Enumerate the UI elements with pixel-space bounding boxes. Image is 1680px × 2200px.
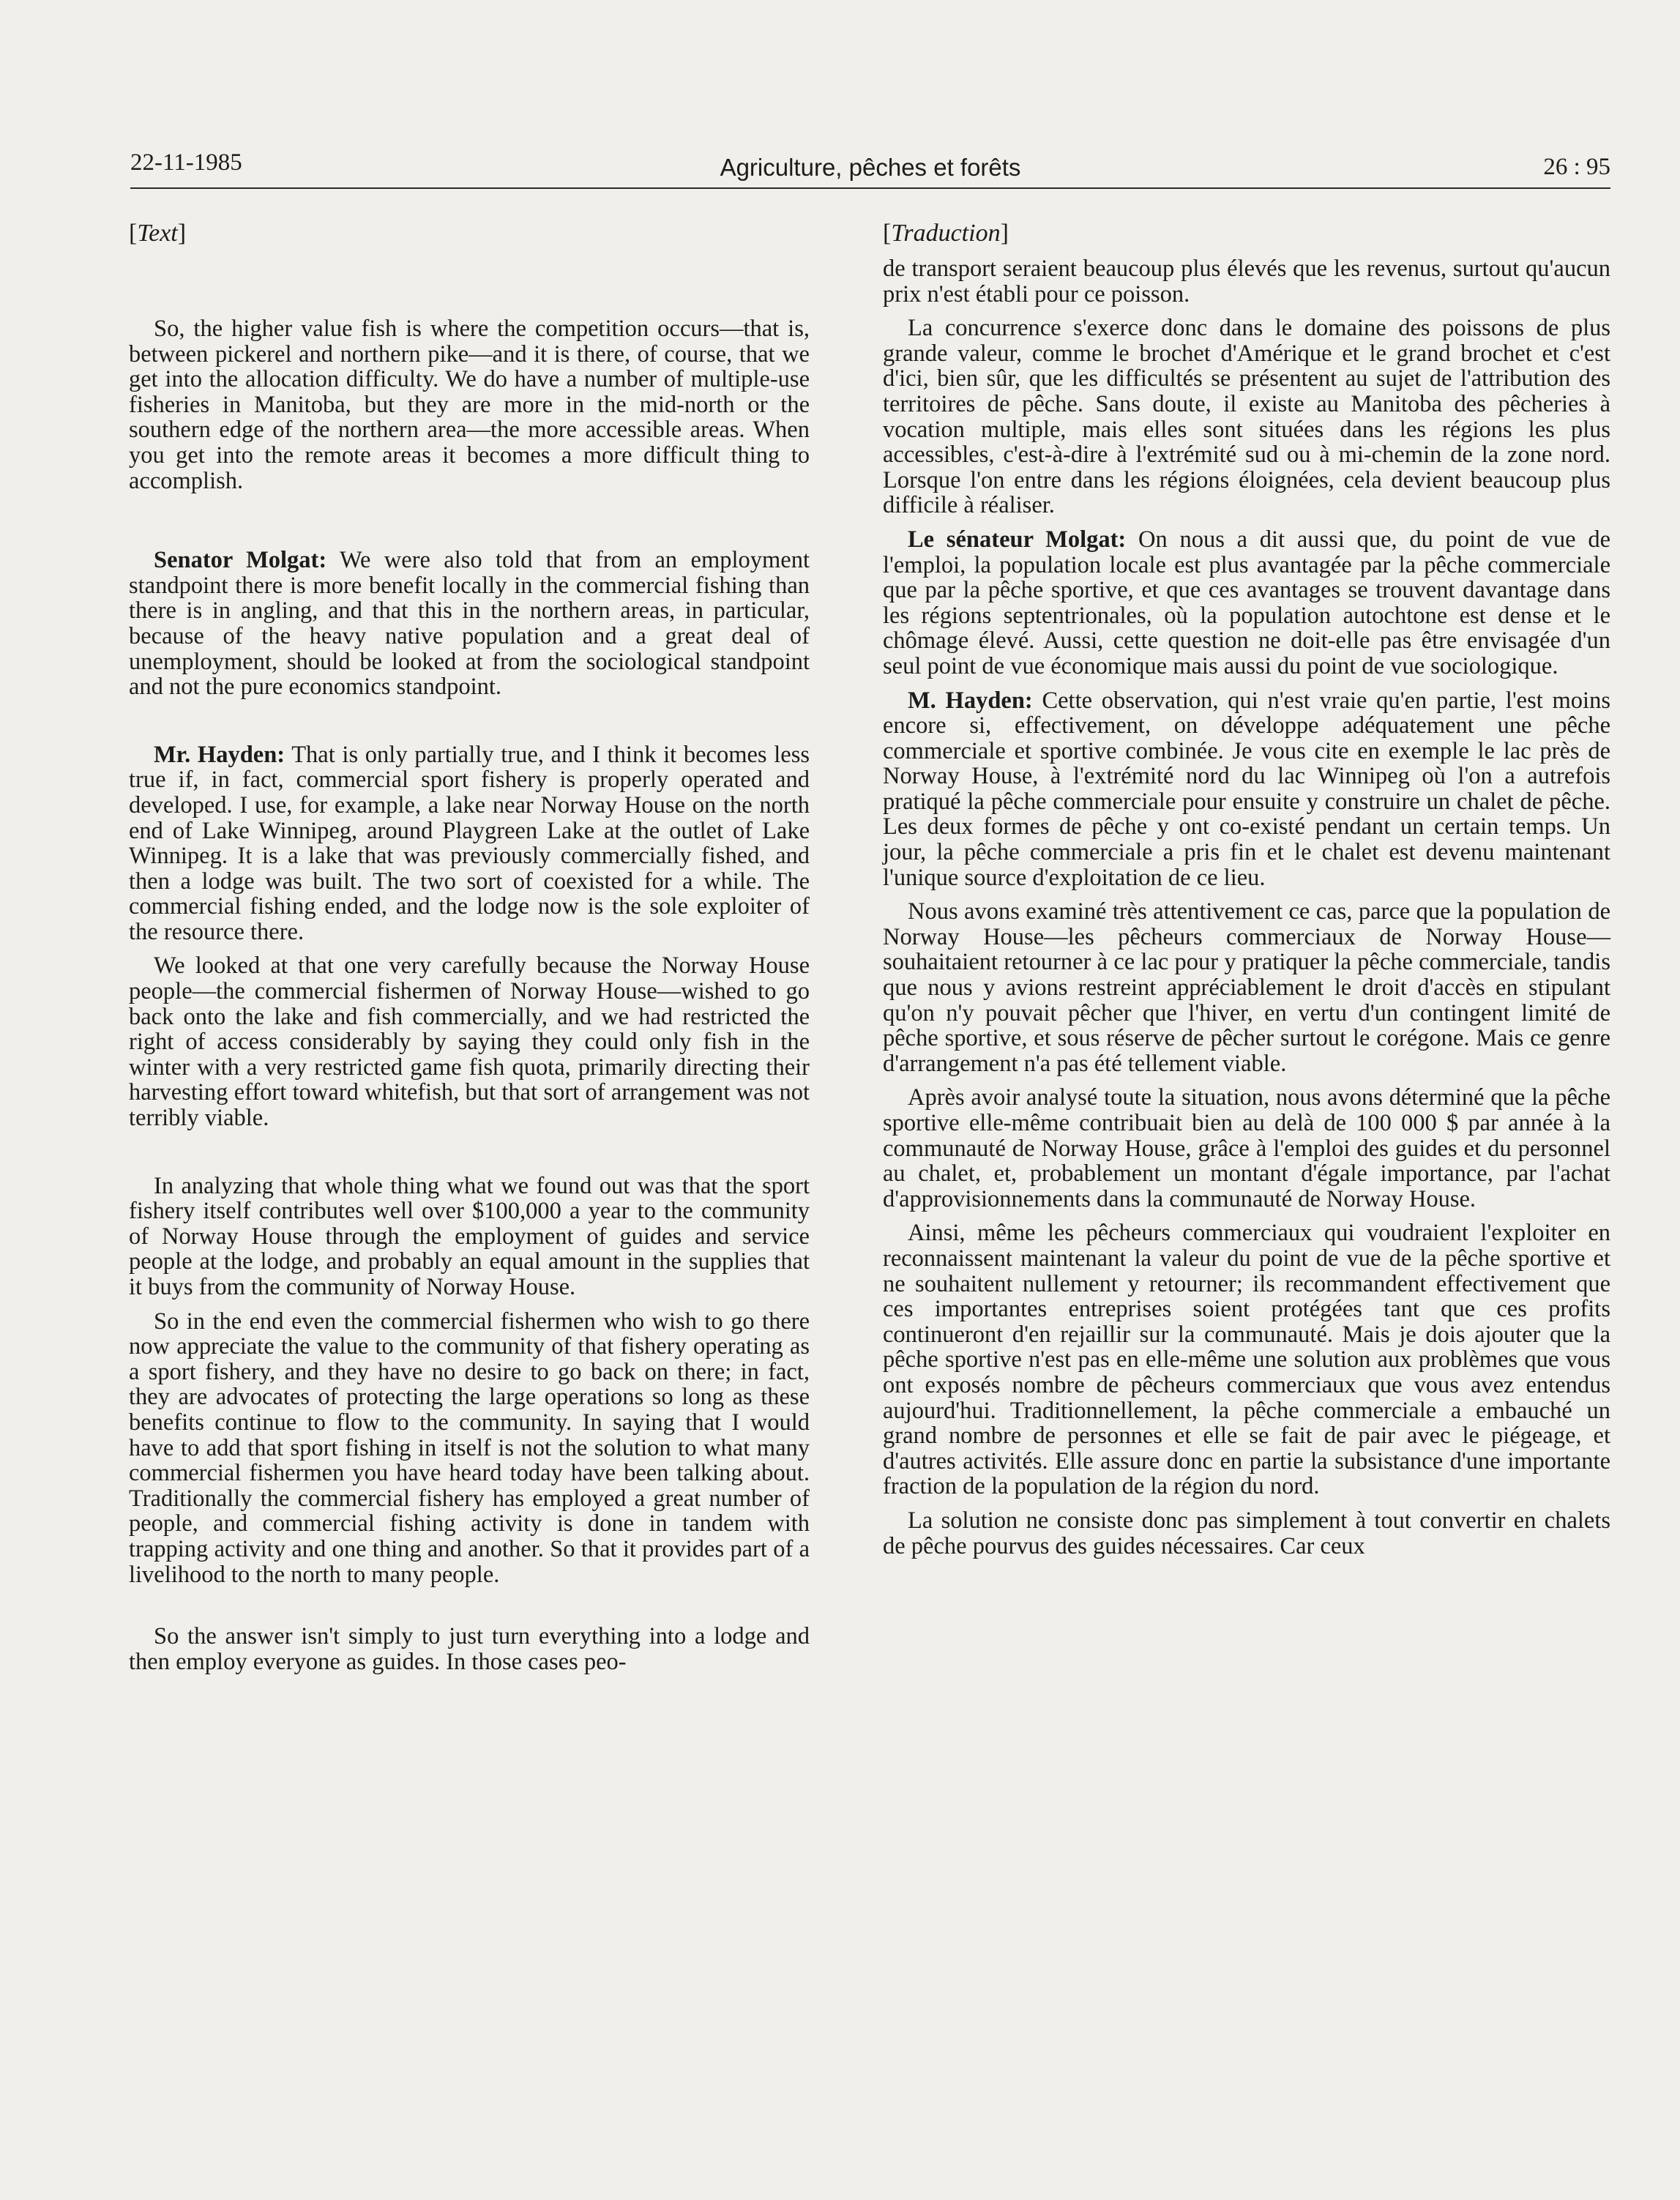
paragraph: So, the higher value fish is where the competition occurs—that is, between pickerel and northern pike—and it is there, of course, that we get into the allocation difficulty. We do have a number of multiple-use fisheries in Manitoba, but they are more in the mid-north or the southern edge of the northern area—the more accessible areas. When you get into the remote areas it becomes a more difficult thing to accomplish. [129,316,810,494]
english-column [129,220,810,1674]
column-label: [Text] [129,220,187,247]
paragraph: We looked at that one very carefully because the Norway House people—the commercial fishermen of Norway House—wished to go back onto the lake and fish commercially, and we had restricted the right of access considerably by saying they could only fish in the winter with a very restricted game fish quota, primarily directing their harvesting effort toward whitefish, but that sort of arrangement was not terribly viable. [129,952,810,1132]
column-label: [Traduction] [883,220,1009,247]
paragraph: Après avoir analysé toute la situation, nous avons déterminé que la pêche sportive elle-même contribuait bien au delà de 100 000 $ par année à la communauté de Norway House, grâce à l'emploi des guides et du personnel au chalet, et, probablement un montant d'égale importance, par l'achat d'approvisionnements dans la communauté de Norway House. [883,1084,1610,1212]
paragraph: M. Hayden: Cette observation, qui n'est vraie qu'en partie, l'est moins encore si, effectivement, on développe adéquatement une pêche commerciale et sportive combinée. Je vous cite en exemple le lac près de Norway House, à l'extrémité nord du lac Winnipeg où l'on a autrefois pratiqué la pêche commerciale pour ensuite y construire un chalet de pêche. Les deux formes de pêche y ont co-existé pendant un certain temps. Un jour, la pêche commerciale a pris fin et le chalet est devenu maintenant l'unique source d'exploitation de ce lieu. [883,687,1610,891]
paragraph: La concurrence s'exerce donc dans le domaine des poissons de plus grande valeur, comme le brochet d'Amérique et le grand brochet et c'est d'ici, bien sûr, que les difficultés se présentent au sujet de l'attribution des territoires de pêche. Sans doute, il existe au Manitoba des pêcheries à vocation multiple, mais elles sont situées dans les régions les plus accessibles, c'est-à-dire à l'extrémité sud ou à mi-chemin de la zone nord. Lorsque l'on entre dans les régions éloignées, cela devient beaucoup plus difficile à réaliser. [883,315,1610,519]
paragraph: de transport seraient beaucoup plus élevés que les revenus, surtout qu'aucun prix n'est établi pour ce poisson. [883,256,1610,307]
paragraph: Ainsi, même les pêcheurs commerciaux qui voudraient l'exploiter en reconnaissent maintenant la valeur du point de vue de la pêche sportive et ne souhaitent nullement y retourner; ils recommandent effectivement que ces importantes entreprises soient protégées tant que ces profits continueront d'en rejaillir sur la communauté. Mais je dois ajouter que la pêche sportive n'est pas en elle-même une solution aux problèmes que vous ont exposés nombre de pêcheurs commerciaux que vous avez entendus aujourd'hui. Traditionnellement, la pêche commerciale a embauché un grand nombre de personnes et elle se fait de pair avec le piégeage, et d'autres activités. Elle assure donc en partie la subsistance d'une importante fraction de la population de la région du nord. [883,1220,1610,1500]
page-header [130,146,1610,189]
french-column [883,220,1610,1559]
paragraph: Senator Molgat: We were also told that from an employment standpoint there is more benefit locally in the commercial fishing than there is in angling, and that this in the northern areas, in particular, because of the heavy native population and a great deal of unemployment, should be looked at from the sociological standpoint and not the pure economics standpoint. [129,547,810,701]
header-page-number: 26 : 95 [1543,154,1610,180]
header-title: Agriculture, pêches et forêts [720,154,1021,181]
paragraph: Mr. Hayden: That is only partially true, and I think it becomes less true if, in fact, commercial sport fishery is properly operated and developed. I use, for example, a lake near Norway House on the north end of Lake Winnipeg, around Playgreen Lake at the outlet of Lake Winnipeg. It is a lake that was previously commercially fished, and then a lodge was built. The two sort of coexisted for a while. The commercial fishing ended, and the lodge now is the sole exploiter of the resource there. [129,741,810,945]
paragraph: In analyzing that whole thing what we found out was that the sport fishery itself contributes well over $100,000 a year to the community of Norway House through the employment of guides and service people at the lodge, and probably an equal amount in the supplies that it buys from the community of Norway House. [129,1172,810,1300]
paragraph: Le sénateur Molgat: On nous a dit aussi que, du point de vue de l'emploi, la population locale est plus avantagée par la pêche commerciale que par la pêche sportive, et que ces avantages se trouvent davantage dans les régions septentrionales, où la population autochtone est dense et le chômage élevé. Aussi, cette question ne doit-elle pas être envisagée d'un seul point de vue économique mais aussi du point de vue sociologique. [883,526,1610,679]
paragraph: La solution ne consiste donc pas simplement à tout convertir en chalets de pêche pourvus des guides nécessaires. Car ceux [883,1507,1610,1559]
paragraph: So the answer isn't simply to just turn everything into a lodge and then employ everyone as guides. In those cases peo- [129,1623,810,1675]
paragraph: Nous avons examiné très attentivement ce cas, parce que la population de Norway House—les pêcheurs commerciaux de Norway House—souhaitaient retourner à ce lac pour y pratiquer la pêche commerciale, tandis que nous y avions restreint appréciablement le droit d'accès en stipulant qu'on n'y pouvait pêcher que l'hiver, en vertu d'un contingent limité de pêche sportive, et sous réserve de pêcher surtout le corégone. Mais ce genre d'arrangement n'a pas été tellement viable. [883,898,1610,1077]
header-date: 22-11-1985 [130,149,242,176]
paragraph: So in the end even the commercial fishermen who wish to go there now appreciate the value to the community of that fishery operating as a sport fishery, and they have no desire to go back on there; in fact, they are advocates of protecting the large operations so long as these benefits continue to flow to the community. In saying that I would have to add that sport fishing in itself is not the solution to what many commercial fishermen you have heard today have been talking about. Traditionally the commercial fishery has employed a great number of people, and commercial fishing activity is done in tandem with trapping activity and one thing and another. So that it provides part of a livelihood to the north to many people. [129,1308,810,1588]
